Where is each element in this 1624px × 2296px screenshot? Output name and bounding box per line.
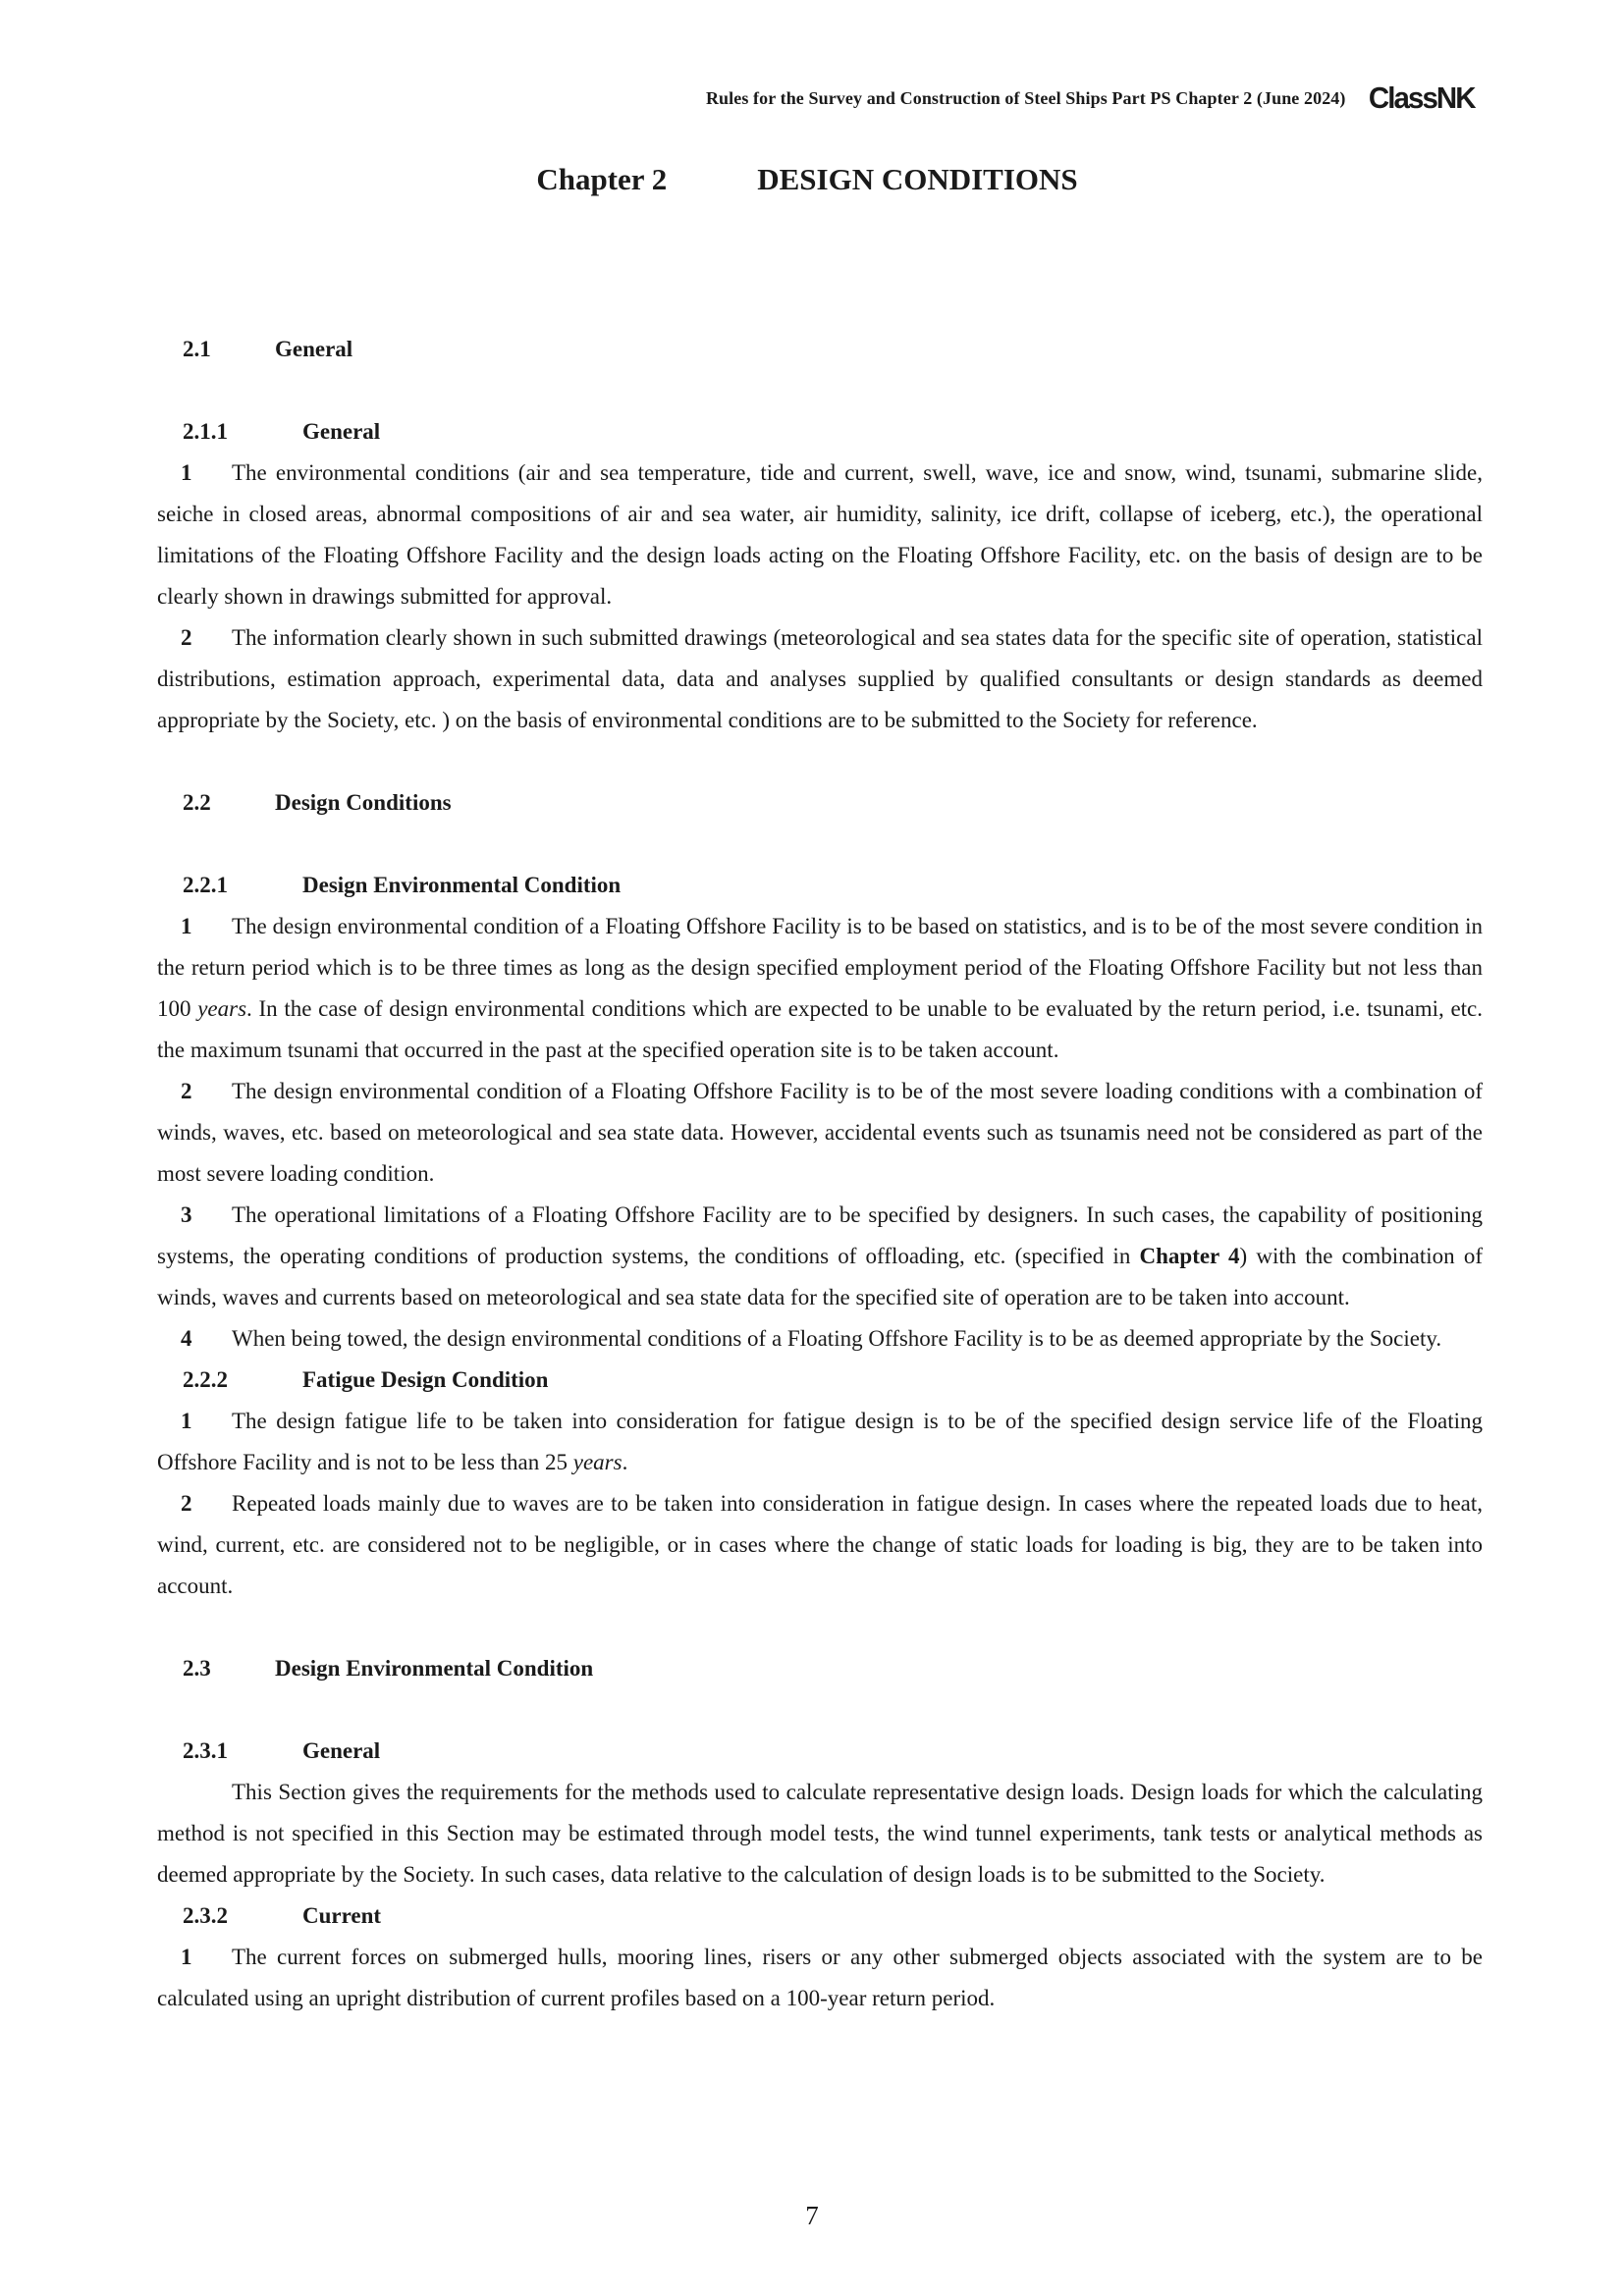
paragraph-2-2-1-2 [157,1071,1483,1195]
section-2-2-heading [157,782,1483,824]
paragraph-text: The design fatigue life to be taken into consideration for fatigue design is to be of the specified design service life of the Floating Offshore Facility and is not to be less than 25 [157,1409,1483,1474]
classnk-logo: ClassNK [1368,80,1475,115]
paragraph-text: The design environmental condition of a Floating Offshore Facility is to be based on statistics, and is to be of the most severe condition in the return period which is to be three times as long as the design specified employment period of the Floating Offshore Facility but not less than 100 [157,914,1483,1021]
paragraph-text-cont: ) with the combination of winds, waves and currents based on meteorological and sea state data for the specified site of operation are to be taken into account. [157,1244,1483,1309]
section-2-2-2-heading [157,1360,1483,1401]
section-title: Design Conditions [275,790,452,815]
chapter-number: Chapter 2 [536,162,668,196]
subsection-title: General [302,419,381,444]
section-2-1-heading [157,329,1483,370]
paragraph-2-1-1-1 [157,453,1483,617]
paragraph-2-2-1-4 [157,1318,1483,1360]
paragraph-text: Repeated loads mainly due to waves are to be taken into consideration in fatigue design. In cases where the repeated loads due to heat, wind, current, etc. are considered not to be negligible, or in cases where the change of static loads for loading is big, they are to be taken into account. [157,1491,1483,1598]
subsection-number: 2.3.1 [183,1738,228,1763]
paragraph-number: 3 [181,1202,192,1227]
section-title: General [275,337,353,361]
paragraph-text: The environmental conditions (air and sea temperature, tide and current, swell, wave, ice and snow, wind, tsunami, submarine slide, seiche in closed areas, abnormal compositions of air and sea water, air humidity, salinity, ice drift, collapse of iceberg, etc.), the operational limitations of the Floating Offshore Facility and the design loads acting on the Floating Offshore Facility, etc. on the basis of design are to be clearly shown in drawings submitted for approval. [157,460,1483,609]
paragraph-number: 1 [181,914,192,938]
subsection-title: Design Environmental Condition [302,873,622,897]
subsection-title: Current [302,1903,382,1928]
paragraph-number: 1 [181,1409,192,1433]
paragraph-number: 2 [181,1079,192,1103]
section-number: 2.1 [183,337,211,361]
section-number: 2.3 [183,1656,211,1681]
section-2-3-1-heading [157,1731,1483,1772]
paragraph-number: 2 [181,625,192,650]
chapter-title [0,162,1624,197]
paragraph-2-3-2-1 [157,1937,1483,2019]
paragraph-text: The operational limitations of a Floating Offshore Facility are to be specified by designers. In such cases, the capability of positioning systems, the operating conditions of production systems, the conditions of offloading, etc. (specified in [157,1202,1483,1268]
chapter-name: DESIGN CONDITIONS [757,162,1078,196]
italic-unit: years [197,996,247,1021]
section-2-3-2-heading [157,1896,1483,1937]
paragraph-2-3-1 [157,1772,1483,1896]
section-2-2-1-heading [157,865,1483,906]
chapter-reference: Chapter 4 [1139,1244,1240,1268]
subsection-number: 2.3.2 [183,1903,228,1928]
paragraph-2-2-1-1 [157,906,1483,1071]
paragraph-2-2-2-1 [157,1401,1483,1483]
paragraph-text: When being towed, the design environmental conditions of a Floating Offshore Facility is to be as deemed appropriate by the Society. [232,1326,1442,1351]
paragraph-number: 2 [181,1491,192,1516]
section-number: 2.2 [183,790,211,815]
running-title: Rules for the Survey and Construction of Steel Ships Part PS Chapter 2 (June 2024) [705,87,1346,108]
paragraph-text-cont: . [622,1450,628,1474]
paragraph-text-cont: . In the case of design environmental conditions which are expected to be unable to be evaluated by the return period, i.e. tsunami, etc. the maximum tsunami that occurred in the past at the specified operation site is to be taken account. [157,996,1483,1062]
section-2-1-1-heading [157,411,1483,453]
subsection-number: 2.2.1 [183,873,228,897]
section-title: Design Environmental Condition [275,1656,594,1681]
section-2-3-heading [157,1648,1483,1689]
paragraph-text: This Section gives the requirements for the methods used to calculate representative design loads. Design loads for which the calculating method is not specified in this Section may be estimated through model tests, the wind tunnel experiments, tank tests or analytical methods as deemed appropriate by the Society. In such cases, data relative to the calculation of design loads is to be submitted to the Society. [157,1780,1483,1887]
paragraph-2-1-1-2 [157,617,1483,741]
page-header [706,79,1477,118]
subsection-number: 2.2.2 [183,1367,228,1392]
paragraph-text: The design environmental condition of a Floating Offshore Facility is to be of the most severe loading conditions with a combination of winds, waves, etc. based on meteorological and sea state data. However, accidental events such as tsunamis need not be considered as part of the most severe loading condition. [157,1079,1483,1186]
paragraph-2-2-2-2 [157,1483,1483,1607]
subsection-number: 2.1.1 [183,419,228,444]
paragraph-number: 4 [181,1326,192,1351]
document-body [157,329,1483,2019]
paragraph-text: The information clearly shown in such submitted drawings (meteorological and sea states data for the specific site of operation, statistical distributions, estimation approach, experimental data, data and analyses supplied by qualified consultants or design standards as deemed appropriate by the Society, etc. ) on the basis of environmental conditions are to be submitted to the Society for reference. [157,625,1483,732]
paragraph-number: 1 [181,460,192,485]
paragraph-2-2-1-3 [157,1195,1483,1318]
paragraph-number: 1 [181,1945,192,1969]
subsection-title: Fatigue Design Condition [302,1367,549,1392]
italic-unit: years [572,1450,623,1474]
paragraph-text: The current forces on submerged hulls, mooring lines, risers or any other submerged objects associated with the system are to be calculated using an upright distribution of current profiles based on a 100-year return period. [157,1945,1483,2010]
page-number: 7 [805,2201,819,2230]
subsection-title: General [302,1738,381,1763]
